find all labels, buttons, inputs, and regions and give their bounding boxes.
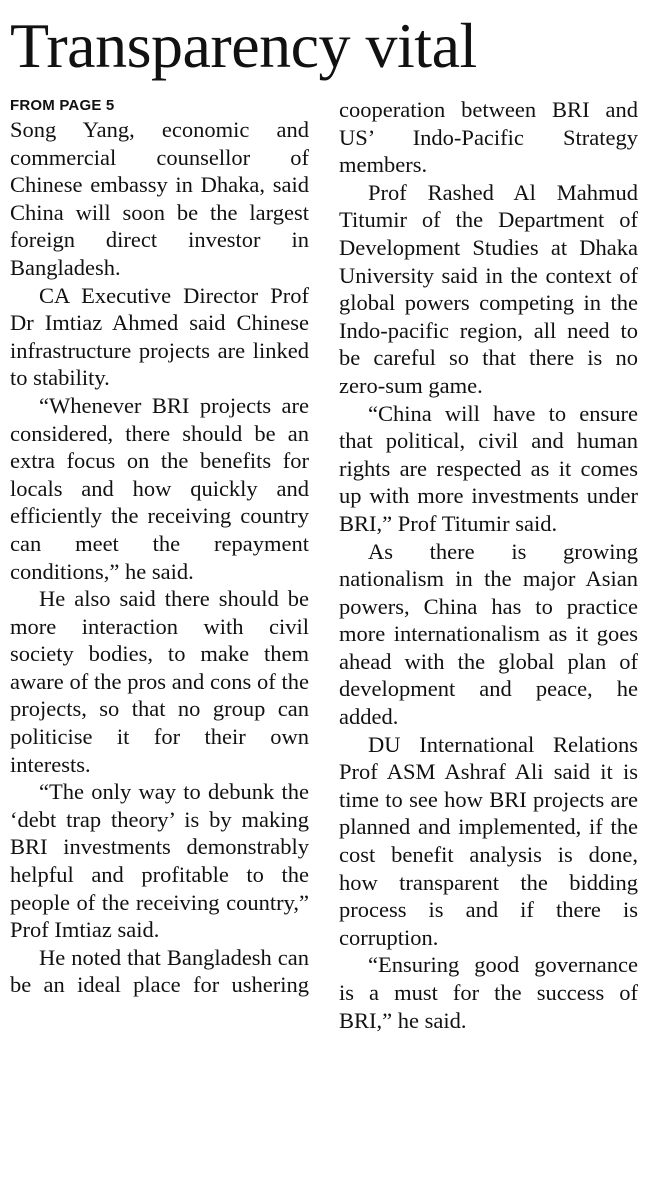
paragraph: DU International Relations Prof ASM Ashraf Ali said it is time to see how BRI projects are planned and implemented, if the cost benefit analysis is done, how transparent the bidding process is and if there is corruption. — [339, 731, 638, 950]
paragraph: “China will have to ensure that political, civil and human rights are respected as it comes up with more investments under BRI,” Prof Titumir said. — [339, 400, 638, 536]
paragraph: “The only way to debunk the ‘debt trap theory’ is by making BRI investments demonstrably helpful and profitable to the people of the receiving country,” Prof Imtiaz said. — [10, 779, 309, 943]
right-column — [339, 96, 638, 1034]
paragraph-continuation: cooperation between BRI and US’ Indo-Pacific Strategy members. — [339, 97, 638, 178]
paragraph-continued: He noted that Bangladesh can be an ideal place for ushering — [10, 944, 309, 998]
paragraph: He also said there should be more interaction with civil society bodies, to make them aware of the pros and cons of the projects, so that no group can politicise it for their own interests. — [10, 586, 309, 777]
jump-label: FROM PAGE 5 — [10, 97, 115, 114]
left-column — [10, 96, 309, 999]
paragraph: “Ensuring good governance is a must for the success of BRI,” he said. — [339, 952, 638, 1033]
paragraph: Song Yang, economic and commercial counsellor of Chinese embassy in Dhaka, said China will soon be the largest foreign direct investor in Bangladesh. — [10, 117, 309, 280]
headline: Transparency vital — [10, 10, 477, 81]
paragraph: CA Executive Director Prof Dr Imtiaz Ahmed said Chinese infrastructure projects are linked to stability. — [10, 282, 309, 391]
paragraph: As there is growing nationalism in the major Asian powers, China has to practice more internationalism as it goes ahead with the global plan of development and peace, he added. — [339, 538, 638, 730]
paragraph: Prof Rashed Al Mahmud Titumir of the Department of Development Studies at Dhaka University said in the context of global powers competing in the Indo-pacific region, all need to be careful so that there is no zero-sum game. — [339, 179, 638, 398]
paragraph: “Whenever BRI projects are considered, there should be an extra focus on the benefits for locals and how quickly and efficiently the receiving country can meet the repayment conditions,” he said. — [10, 392, 309, 584]
